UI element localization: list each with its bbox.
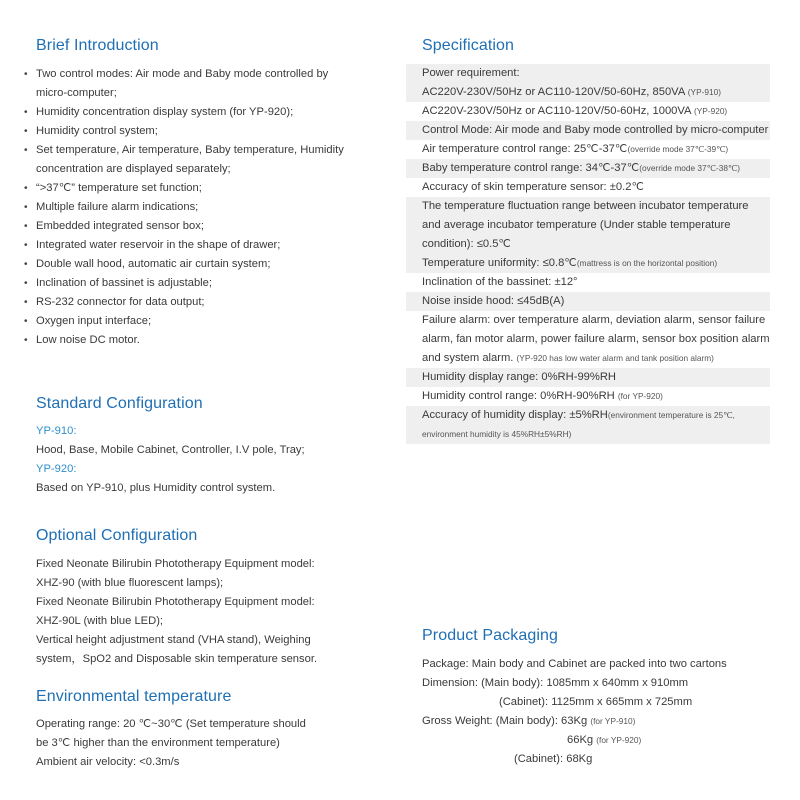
spec-row: AC220V-230V/50Hz or AC110-120V/50-60Hz, 1000VA (YP-920): [422, 105, 728, 117]
spec-row: The temperature fluctuation range between incubator temperature and average incubator temperature (Under stable temperature condition): ≤0.5℃: [406, 197, 770, 254]
list-item: • Embedded integrated sensor box;: [23, 217, 353, 236]
env-line: Operating range: 20 ℃~30℃ (Set temperature should: [36, 718, 306, 730]
spec-row: Inclination of the bassinet: ±12°: [422, 276, 578, 288]
standard-config: [36, 422, 356, 498]
list-item: • Humidity concentration display system (for YP-920);: [23, 103, 353, 122]
env-line: Ambient air velocity: <0.3m/s: [36, 756, 180, 768]
gross-weight-920: 66Kg (for YP-920): [567, 734, 642, 746]
dimension-cabinet: (Cabinet): 1125mm x 665mm x 725mm: [499, 696, 693, 708]
list-item: • “>37℃” temperature set function;: [23, 179, 353, 198]
list-item: • Low noise DC motor.: [23, 331, 353, 350]
list-item: • Humidity control system;: [23, 122, 353, 141]
model-yp910-text: Hood, Base, Mobile Cabinet, Controller, I.V pole, Tray;: [36, 444, 305, 456]
optional-line: XHZ-90 (with blue fluorescent lamps);: [36, 577, 224, 589]
env-line: be 3℃ higher than the environment temperature): [36, 737, 280, 749]
spec-row: Humidity control range: 0%RH-90%RH (for YP-920): [422, 390, 663, 402]
spec-row: Humidity display range: 0%RH-99%RH: [406, 368, 770, 387]
spec-row: Noise inside hood: ≤45dB(A): [406, 292, 770, 311]
spec-table: [406, 64, 770, 444]
list-item: • Two control modes: Air mode and Baby mode controlled by micro-computer;: [23, 65, 353, 103]
list-item: • Double wall hood, automatic air curtain system;: [23, 255, 353, 274]
dimension-main: Dimension: (Main body): 1085mm x 640mm x 910mm: [422, 677, 689, 689]
model-yp920-text: Based on YP-910, plus Humidity control system.: [36, 482, 276, 494]
list-item: • Integrated water reservoir in the shape of drawer;: [23, 236, 353, 255]
packaging-title: Product Packaging: [422, 627, 559, 644]
list-item: • Set temperature, Air temperature, Baby temperature, Humidity concentration are displayed separately;: [23, 141, 353, 179]
spec-row: Temperature uniformity: ≤0.8℃(mattress is on the horizontal position): [406, 254, 770, 273]
list-item: • Inclination of bassinet is adjustable;: [23, 274, 353, 293]
spec-row: Air temperature control range: 25℃-37℃(override mode 37℃-39℃): [422, 143, 729, 155]
list-item: • Multiple failure alarm indications;: [23, 198, 353, 217]
spec-row: Accuracy of skin temperature sensor: ±0.2℃: [422, 181, 645, 193]
brief-list: [23, 65, 353, 350]
optional-line: Fixed Neonate Bilirubin Phototherapy Equipment model:: [36, 558, 315, 570]
model-yp910-label: YP-910:: [36, 425, 77, 437]
spec-row: Control Mode: Air mode and Baby mode controlled by micro-computer: [406, 121, 770, 140]
spec-row: AC220V-230V/50Hz or AC110-120V/50-60Hz, 850VA (YP-910): [406, 83, 770, 102]
spec-row: Failure alarm: over temperature alarm, deviation alarm, sensor failure alarm, fan motor alarm, power failure alarm, sensor box position alarm and system alarm. (YP-920 has low water alarm and tank position alarm): [422, 314, 770, 364]
package-line: Package: Main body and Cabinet are packed into two cartons: [422, 658, 727, 670]
spec-row: Accuracy of humidity display: ±5%RH(environment temperature is 25℃, environment humidity is 45%RH±5%RH): [406, 406, 770, 444]
packaging-info: [422, 655, 782, 769]
env-title: Environmental temperature: [36, 688, 232, 705]
optional-line: Fixed Neonate Bilirubin Phototherapy Equipment model:: [36, 596, 315, 608]
optional-line: XHZ-90L (with blue LED);: [36, 615, 164, 627]
optional-line: Vertical height adjustment stand (VHA stand), Weighing: [36, 634, 311, 646]
standard-title: Standard Configuration: [36, 395, 203, 412]
spec-title: Specification: [422, 37, 515, 54]
optional-line: system，SpO2 and Disposable skin temperature sensor.: [36, 653, 318, 665]
list-item: • RS-232 connector for data output;: [23, 293, 353, 312]
list-item: • Oxygen input interface;: [23, 312, 353, 331]
optional-title: Optional Configuration: [36, 527, 198, 544]
optional-config: [36, 555, 366, 669]
gross-weight-main: Gross Weight: (Main body): 63Kg (for YP-910): [422, 715, 636, 727]
env-temperature: [36, 715, 366, 772]
spec-row: Power requirement:: [406, 64, 770, 83]
model-yp920-label: YP-920:: [36, 463, 77, 475]
gross-weight-cabinet: (Cabinet): 68Kg: [514, 753, 593, 765]
spec-row: Baby temperature control range: 34℃-37℃(override mode 37℃-38℃): [406, 159, 770, 178]
brief-title: Brief Introduction: [36, 37, 159, 54]
